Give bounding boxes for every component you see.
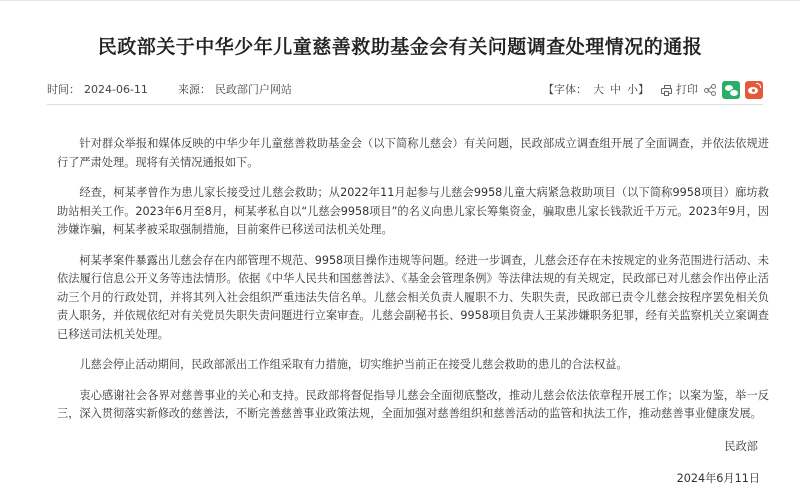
- font-size-control: [543, 79, 649, 101]
- publish-source-label: 来源：: [177, 83, 211, 96]
- publish-time: [47, 83, 152, 96]
- article-paragraph: 针对群众举报和媒体反映的中华少年儿童慈善救助基金会（以下简称儿慈会）有关问题，民政部成立调查组开展了全面调查，并依法依规进行了严肃处理。现将有关情况通报如下。: [57, 137, 769, 169]
- article-meta-bar: [47, 79, 763, 101]
- article-paragraph: 衷心感谢社会各界对慈善事业的关心和支持。民政部将督促指导儿慈会全面彻底整改，推动儿慈会依法依章程开展工作；以案为鉴，举一反三，深入贯彻落实新修改的慈善法，不断完善慈善事业政策法规，全面加强对慈善组织和慈善活动的监管和执法工作，推动慈善事业健康发展。: [57, 388, 769, 420]
- print-label: 打印: [676, 83, 698, 96]
- article-signature: 民政部: [724, 440, 758, 453]
- font-size-label: 【字体：: [543, 83, 587, 96]
- publish-source-value: 民政部门户网站: [214, 83, 292, 96]
- publish-time-value: 2024-06-11: [84, 83, 148, 96]
- weibo-icon[interactable]: [745, 81, 763, 99]
- share-icon[interactable]: [704, 84, 716, 96]
- print-button[interactable]: [661, 79, 698, 101]
- publish-time-label: 时间：: [47, 83, 80, 96]
- article-body: [57, 135, 769, 436]
- wechat-icon[interactable]: [722, 81, 740, 99]
- article-paragraph: 柯某孝案件暴露出儿慈会存在内部管理不规范、9958项目操作违规等问题。经进一步调查，儿慈会还存在未按规定的业务范围进行活动、未依法履行信息公开义务等违法情形。依据《中华人民共和国慈善法》、《基金会管理条例》等法律法规的有关规定，民政部已对儿慈会作出停止活动三个月的行政处罚，并将其列入社会组织严重违法失信名单。儿慈会相关负责人履职不力、失职失责，民政部已责令儿慈会按程序罢免相关负责人职务，并依规依纪对有关党员失职失责问题进行立案审查。儿慈会副秘书长、9958项目负责人王某涉嫌职务犯罪，经有关监察机关立案调查已移送司法机关处理。: [57, 253, 769, 341]
- font-size-large-button[interactable]: 大: [593, 83, 604, 96]
- article-date: 2024年6月11日: [676, 472, 760, 485]
- font-size-small-button[interactable]: 小】: [627, 83, 649, 96]
- printer-icon: [661, 85, 672, 95]
- font-size-medium-button[interactable]: 中: [610, 83, 621, 96]
- publish-source: [178, 83, 296, 96]
- article-paragraph: 儿慈会停止活动期间，民政部派出工作组采取有力措施，切实维护当前正在接受儿慈会救助的患儿的合法权益。: [79, 358, 628, 371]
- article-title: 民政部关于中华少年儿童慈善救助基金会有关问题调查处理情况的通报: [97, 36, 703, 58]
- article-paragraph: 经查，柯某孝曾作为患儿家长接受过儿慈会救助；从2022年11月起参与儿慈会9958儿童大病紧急救助项目（以下简称9958项目）廊坊救助站相关工作。2023年6月至8月，柯某孝私自以“儿慈会9958项目”的名义向患儿家长筹集资金，骗取患儿家长钱款近千万元。2023年9月，因涉嫌诈骗，柯某孝被采取强制措施，目前案件已移送司法机关处理。: [57, 186, 769, 236]
- article-tools: [543, 79, 763, 101]
- meta-divider: [47, 104, 763, 105]
